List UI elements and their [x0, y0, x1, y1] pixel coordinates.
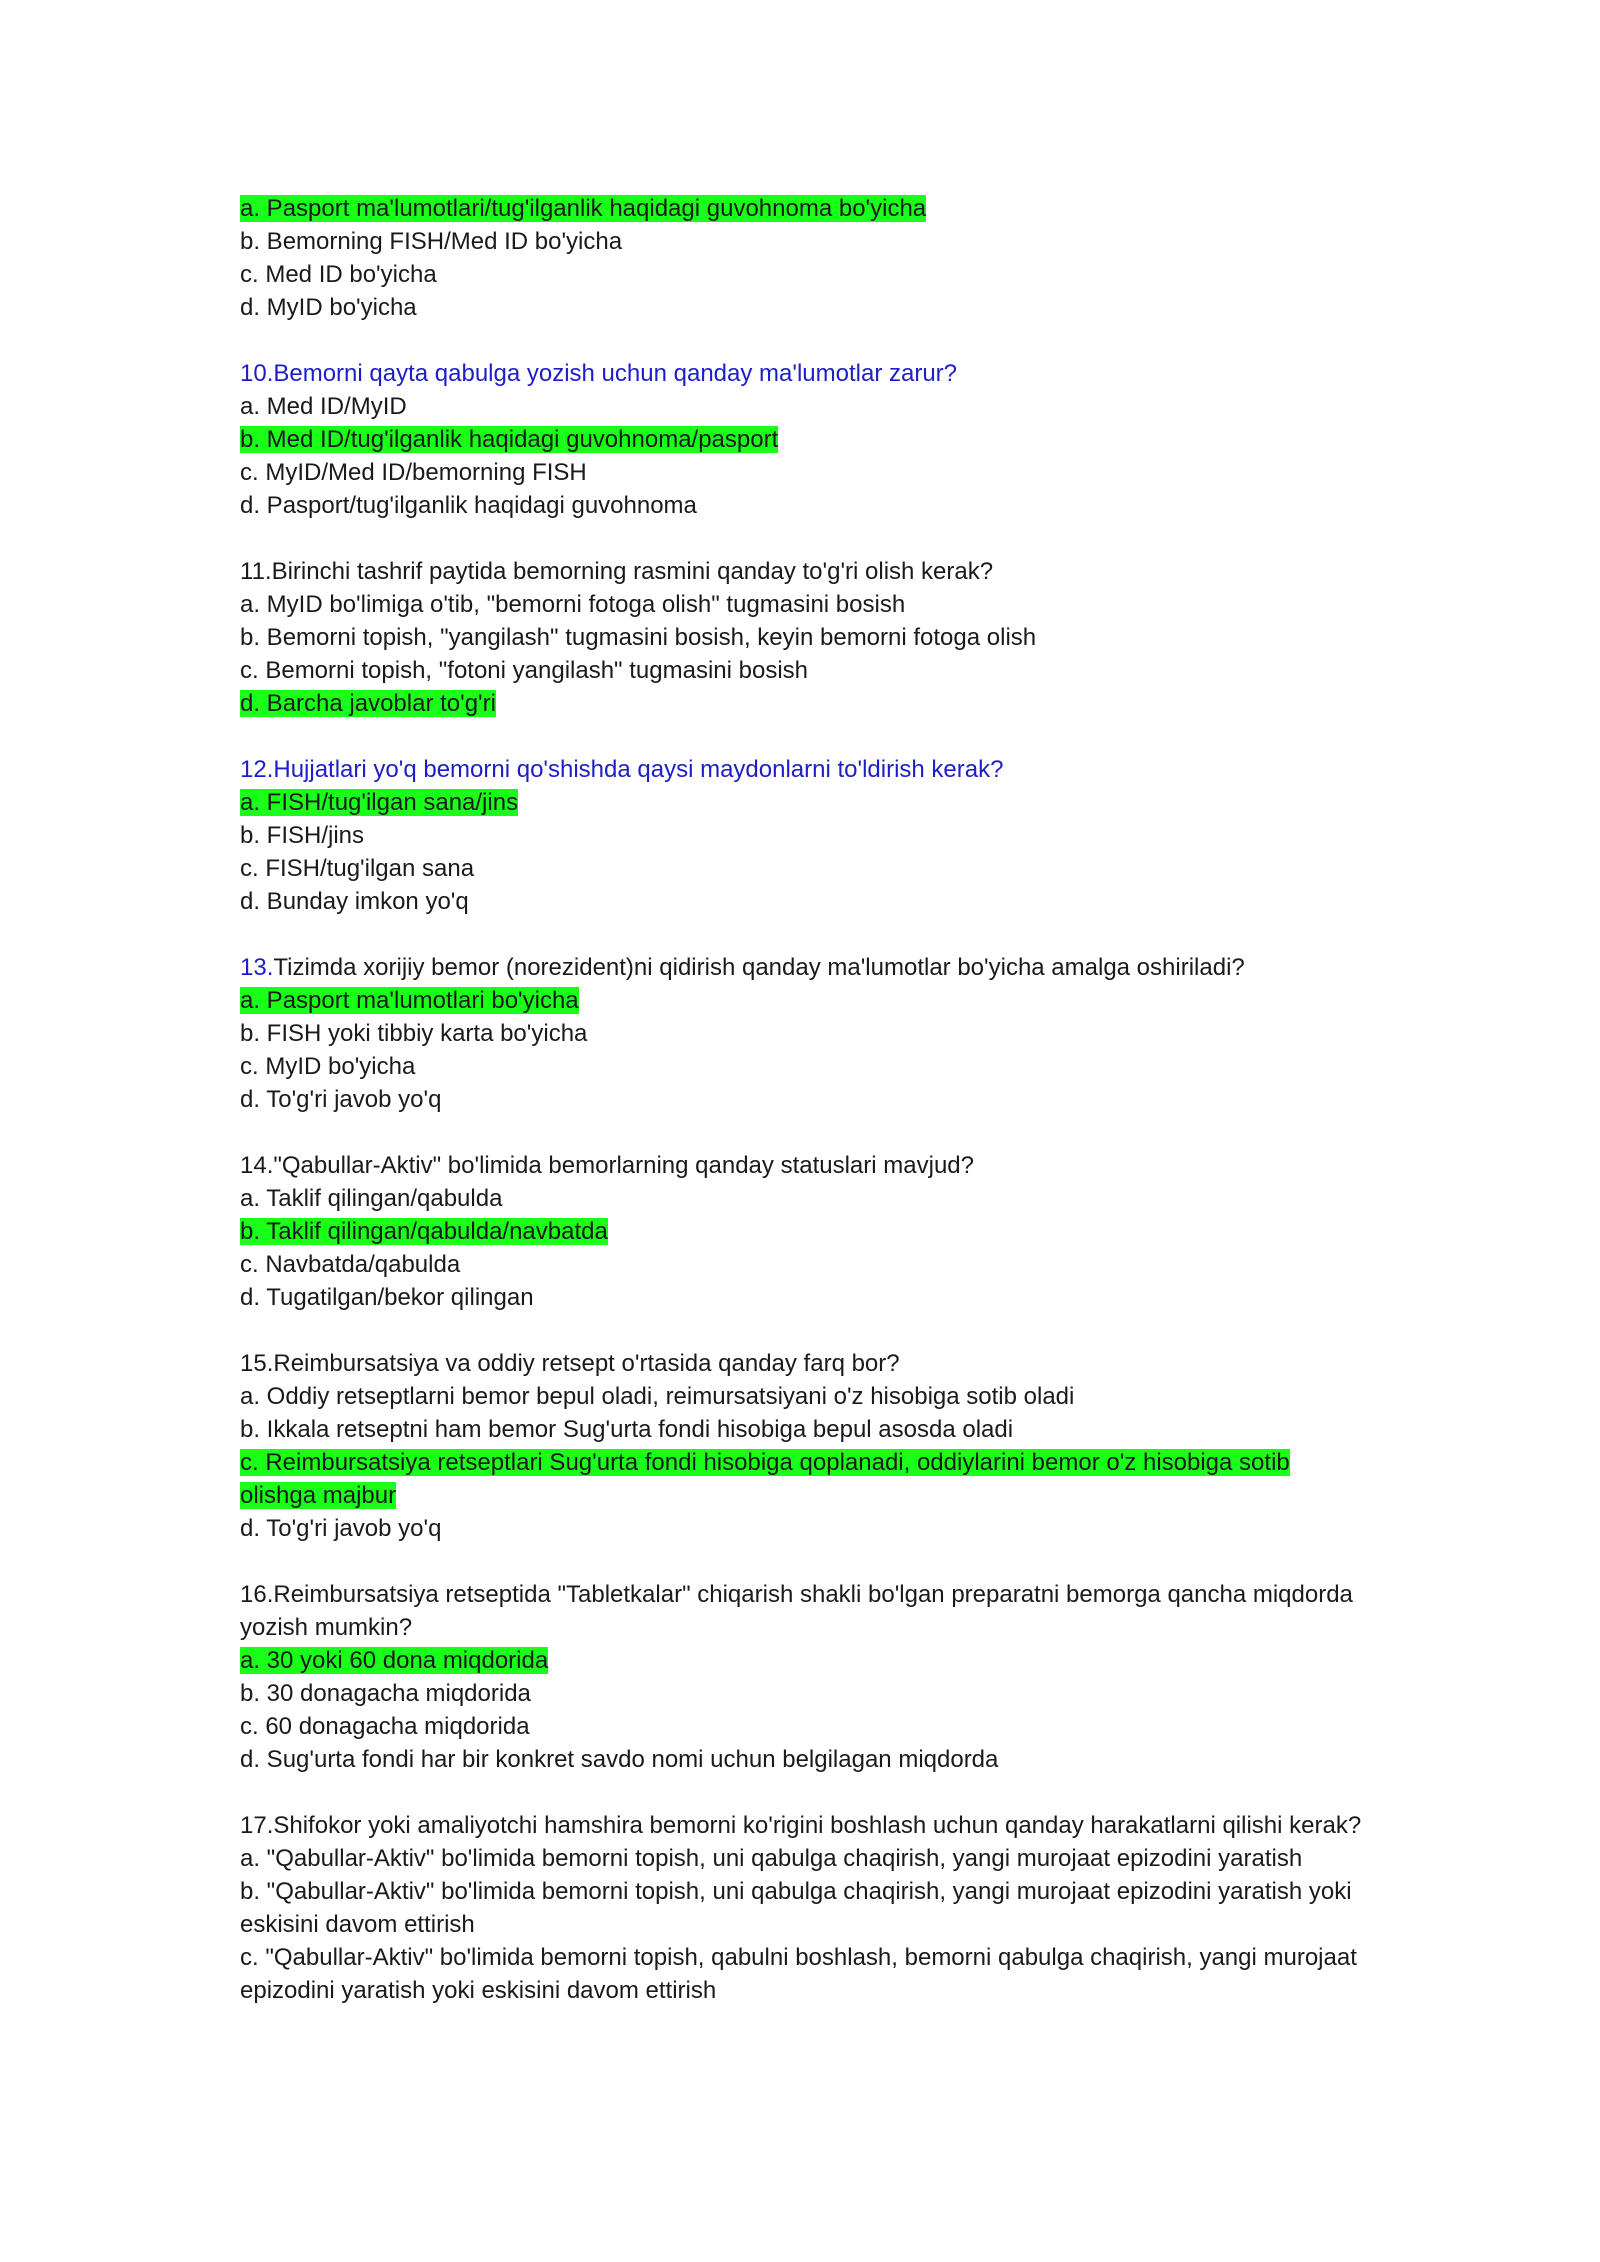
option-15c: c. Reimbursatsiya retseptlari Sug'urta fondi hisobiga qoplanadi, oddiylarini bemor o'z hisobiga sotib olishga majbur: [240, 1449, 1290, 1509]
option-14c: c. Navbatda/qabulda: [240, 1251, 461, 1278]
option-14d: d. Tugatilgan/bekor qilingan: [240, 1284, 534, 1311]
option-10b: b. Med ID/tug'ilganlik haqidagi guvohnoma/pasport: [240, 426, 779, 453]
option-15d: d. To'g'ri javob yo'q: [240, 1515, 442, 1542]
question-16-text: 16.Reimbursatsiya retseptida "Tabletkalar" chiqarish shakli bo'lgan preparatni bemorga qancha miqdorda yozish mumkin?: [240, 1581, 1353, 1641]
option-9d: d. MyID bo'yicha: [240, 294, 417, 321]
option-14a: a. Taklif qilingan/qabulda: [240, 1185, 503, 1212]
option-11d: d. Barcha javoblar to'g'ri: [240, 690, 496, 717]
question-10: [240, 357, 1370, 522]
option-11c: c. Bemorni topish, "fotoni yangilash" tugmasini bosish: [240, 657, 808, 684]
option-16d: d. Sug'urta fondi har bir konkret savdo nomi uchun belgilagan miqdorda: [240, 1746, 999, 1773]
question-13: [240, 951, 1370, 1116]
question-14-text: 14."Qabullar-Aktiv" bo'limida bemorlarning qanday statuslari mavjud?: [240, 1152, 974, 1179]
option-12a: a. FISH/tug'ilgan sana/jins: [240, 789, 519, 816]
option-16b: b. 30 donagacha miqdorida: [240, 1680, 531, 1707]
option-10a: a. Med ID/MyID: [240, 393, 407, 420]
option-9a: a. Pasport ma'lumotlari/tug'ilganlik haqidagi guvohnoma bo'yicha: [240, 195, 927, 222]
option-17b: b. "Qabullar-Aktiv" bo'limida bemorni topish, uni qabulga chaqirish, yangi murojaat epizodini yaratish yoki eskisini davom ettirish: [240, 1878, 1352, 1938]
question-17: [240, 1809, 1370, 2007]
question-12: [240, 753, 1370, 918]
option-12c: c. FISH/tug'ilgan sana: [240, 855, 475, 882]
question-11: [240, 555, 1370, 720]
question-15-text: 15.Reimbursatsiya va oddiy retsept o'rtasida qanday farq bor?: [240, 1350, 900, 1377]
question-13-text: [240, 951, 1370, 984]
option-11a: a. MyID bo'limiga o'tib, "bemorni fotoga olish" tugmasini bosish: [240, 591, 906, 618]
option-10d: d. Pasport/tug'ilganlik haqidagi guvohnoma: [240, 492, 697, 519]
question-14: [240, 1149, 1370, 1314]
question-17-text: 17.Shifokor yoki amaliyotchi hamshira bemorni ko'rigini boshlash uchun qanday harakatlarni qilishi kerak?: [240, 1812, 1362, 1839]
question-16: [240, 1578, 1370, 1776]
question-12-text: 12.Hujjatlari yo'q bemorni qo'shishda qaysi maydonlarni to'ldirish kerak?: [240, 756, 1004, 783]
quiz-content: [240, 192, 1370, 2007]
option-13b: b. FISH yoki tibbiy karta bo'yicha: [240, 1020, 588, 1047]
option-16a: a. 30 yoki 60 dona miqdorida: [240, 1647, 549, 1674]
question-13-number: 13.: [240, 954, 274, 981]
question-13-body: Tizimda xorijiy bemor (norezident)ni qidirish qanday ma'lumotlar bo'yicha amalga oshiriladi?: [273, 954, 1245, 981]
question-9-options: [240, 192, 1370, 324]
option-16c: c. 60 donagacha miqdorida: [240, 1713, 530, 1740]
option-11b: b. Bemorni topish, "yangilash" tugmasini bosish, keyin bemorni fotoga olish: [240, 624, 1037, 651]
option-9c: c. Med ID bo'yicha: [240, 261, 437, 288]
option-17c: c. "Qabullar-Aktiv" bo'limida bemorni topish, qabulni boshlash, bemorni qabulga chaqirish, yangi murojaat epizodini yaratish yoki eskisini davom ettirish: [240, 1944, 1357, 2004]
option-10c: c. MyID/Med ID/bemorning FISH: [240, 459, 587, 486]
option-12d: d. Bunday imkon yo'q: [240, 888, 469, 915]
option-13d: d. To'g'ri javob yo'q: [240, 1086, 442, 1113]
question-11-text: 11.Birinchi tashrif paytida bemorning rasmini qanday to'g'ri olish kerak?: [240, 558, 994, 585]
option-9b: b. Bemorning FISH/Med ID bo'yicha: [240, 228, 623, 255]
option-13c: c. MyID bo'yicha: [240, 1053, 416, 1080]
option-13a: a. Pasport ma'lumotlari bo'yicha: [240, 987, 579, 1014]
option-12b: b. FISH/jins: [240, 822, 365, 849]
option-14b: b. Taklif qilingan/qabulda/navbatda: [240, 1218, 608, 1245]
question-15: [240, 1347, 1370, 1545]
option-15b: b. Ikkala retseptni ham bemor Sug'urta fondi hisobiga bepul asosda oladi: [240, 1416, 1014, 1443]
option-15a: a. Oddiy retseptlarni bemor bepul oladi, reimursatsiyani o'z hisobiga sotib oladi: [240, 1383, 1075, 1410]
question-10-text: 10.Bemorni qayta qabulga yozish uchun qanday ma'lumotlar zarur?: [240, 360, 957, 387]
option-17a: a. "Qabullar-Aktiv" bo'limida bemorni topish, uni qabulga chaqirish, yangi murojaat epizodini yaratish: [240, 1845, 1303, 1872]
